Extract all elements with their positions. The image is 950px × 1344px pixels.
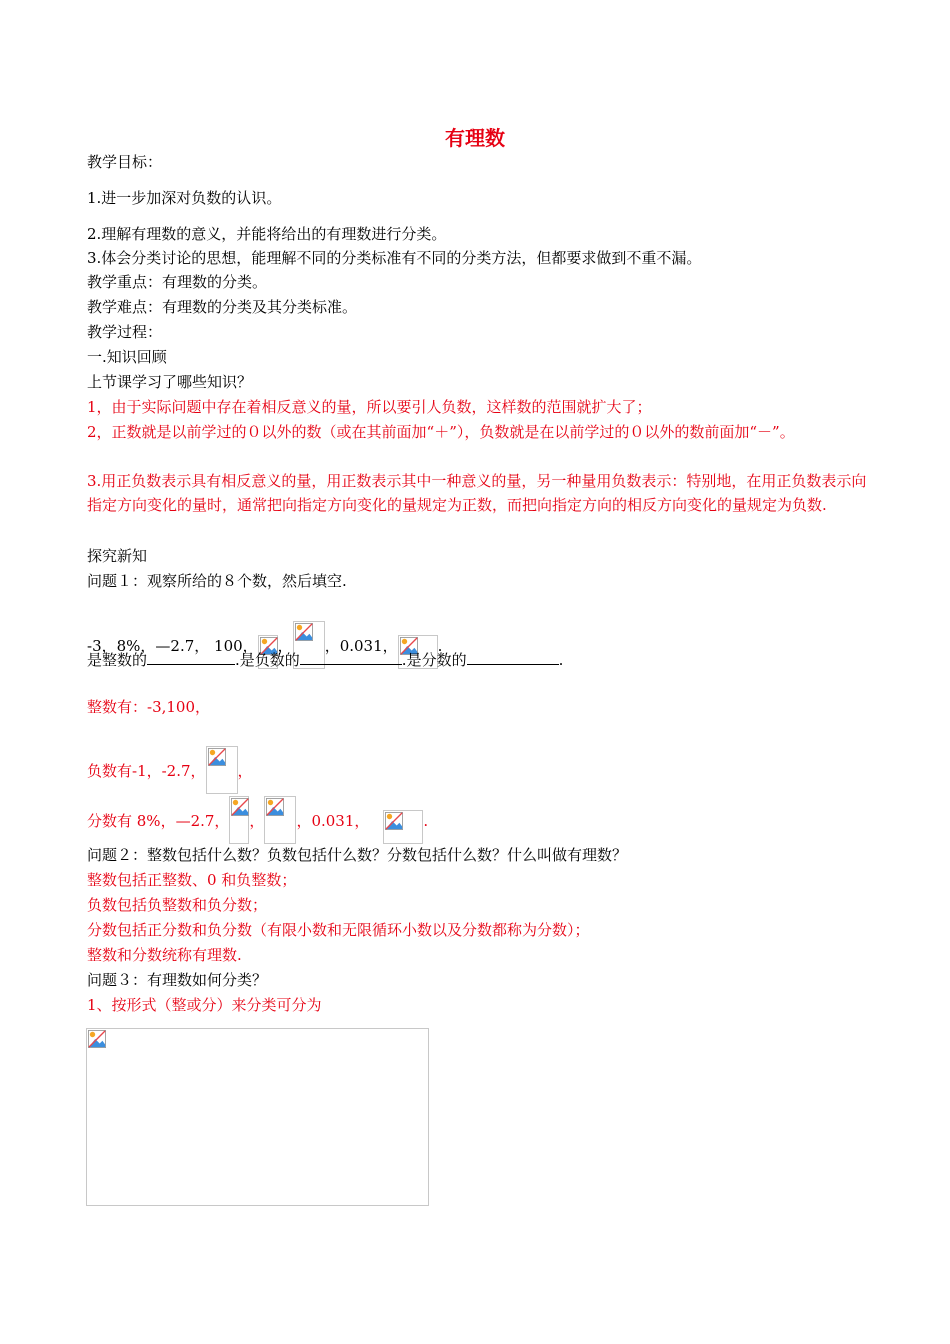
numbers-text-b: ，0.031， — [324, 637, 398, 655]
question-2: 问题２：整数包括什么数？负数包括什么数？分数包括什么数？什么叫做有理数？ — [87, 846, 628, 864]
fill-line — [87, 647, 563, 670]
answer-fractions-text: 分数有 8%，—2.7， — [87, 812, 230, 830]
image-placeholder-icon — [264, 796, 296, 844]
numbers-text-a: -3，8%，—2.7， 100， — [87, 637, 258, 655]
answer-2-line-4: 整数和分数统称有理数. — [87, 946, 242, 964]
goals-heading: 教学目标： — [87, 153, 163, 171]
answer-fractions-comma: ， — [249, 812, 265, 830]
review-point-1: 1，由于实际问题中存在着相反意义的量，所以要引人负数，这样数的范围就扩大了； — [87, 398, 652, 416]
fill-end: . — [558, 651, 564, 669]
answer-negatives — [87, 733, 253, 781]
review-point-3: 3.用正负数表示具有相反意义的量，用正数表示其中一种意义的量，另一种量用负数表示：特别地，在用正负数表示向指定方向变化的量时，通常把向指定方向变化的量规定为正数，而把向指定方向的相反方向变化的量规定为负数. — [87, 472, 867, 514]
process-heading: 教学过程： — [87, 323, 163, 341]
explore-heading: 探究新知 — [87, 547, 148, 565]
fill-blank-negative[interactable] — [300, 647, 402, 665]
numbers-end: . — [437, 637, 443, 655]
page-title: 有理数 — [445, 126, 505, 150]
key-point: 教学重点：有理数的分类。 — [87, 273, 268, 291]
section-review: 一.知识回顾 — [87, 348, 167, 366]
fill-blank-fraction[interactable] — [467, 647, 559, 665]
fill-text-integer: 是整数的 — [87, 651, 148, 669]
question-3: 问题３：有理数如何分类？ — [87, 971, 268, 989]
image-placeholder-icon — [383, 810, 423, 844]
answer-negatives-text: 负数有-1，-2.7， — [87, 762, 206, 780]
classification-diagram-placeholder — [86, 1028, 429, 1206]
review-question: 上节课学习了哪些知识？ — [87, 373, 253, 391]
fill-blank-integer[interactable] — [147, 647, 235, 665]
image-placeholder-icon — [229, 796, 249, 844]
answer-integers: 整数有：-3,100， — [87, 698, 211, 716]
difficulty: 教学难点：有理数的分类及其分类标准。 — [87, 298, 358, 316]
goal-3: 3.体会分类讨论的思想，能理解不同的分类标准有不同的分类方法，但都要求做到不重不漏。 — [87, 249, 702, 267]
answer-negatives-end: ， — [237, 762, 253, 780]
fill-text-negative: .是负数的 — [235, 651, 300, 669]
fill-text-fraction: .是分数的 — [401, 651, 467, 669]
answer-2-line-1: 整数包括正整数、0 和负整数； — [87, 871, 297, 889]
answer-fractions-end: . — [423, 812, 429, 830]
image-placeholder-icon — [88, 1030, 106, 1048]
answer-2-line-2: 负数包括负整数和负分数； — [87, 896, 268, 914]
answer-fractions — [87, 783, 428, 831]
goal-1: 1.进一步加深对负数的认识。 — [87, 189, 282, 207]
question-1: 问题１：观察所给的８个数，然后填空. — [87, 572, 347, 590]
answer-fractions-text-b: ，0.031， — [296, 812, 370, 830]
answer-2-line-3: 分数包括正分数和负分数（有限小数和无限循环小数以及分数都称为分数）； — [87, 921, 590, 939]
review-point-2: 2，正数就是以前学过的０以外的数（或在其前面加“＋”），负数就是在以前学过的０以外的数前面加“－”。 — [87, 423, 795, 441]
answer-3-line-1: 1、按形式（整或分）来分类可分为 — [87, 996, 322, 1014]
goal-2: 2.理解有理数的意义，并能将给出的有理数进行分类。 — [87, 225, 447, 243]
numbers-comma: ， — [277, 637, 293, 655]
